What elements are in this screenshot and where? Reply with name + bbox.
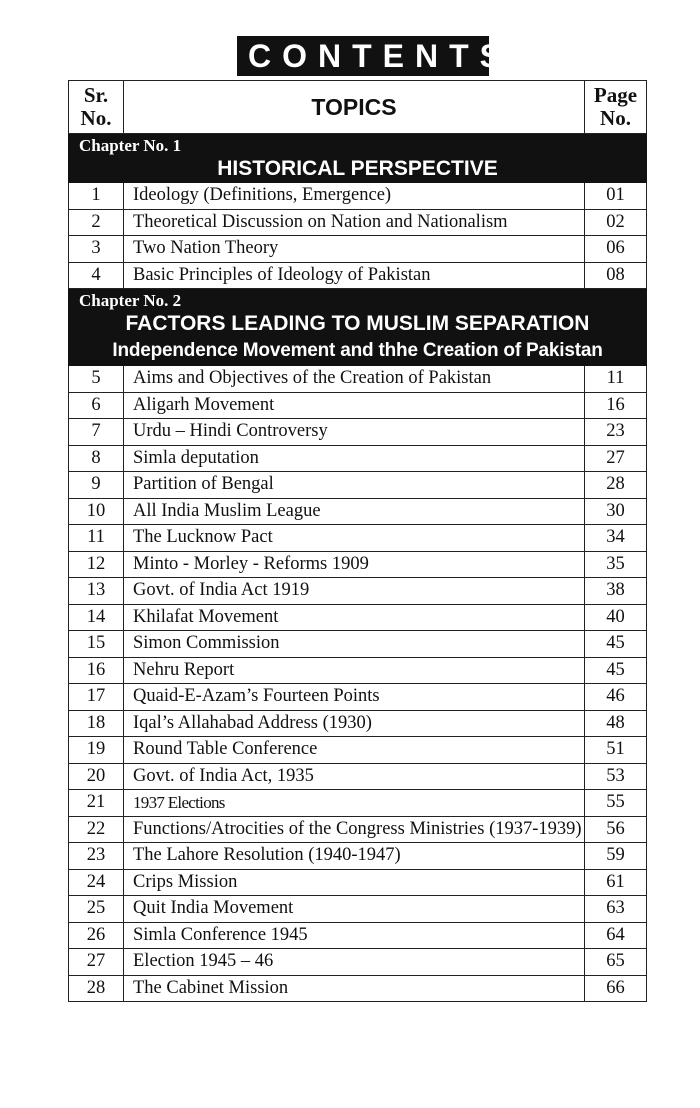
table-row bbox=[69, 604, 647, 631]
chapter-2-label: Chapter No. 2 bbox=[79, 291, 182, 310]
topic-cell: Functions/Atrocities of the Congress Ministries (1937-1939) bbox=[124, 816, 585, 843]
table-row bbox=[69, 366, 647, 393]
page-cell: 56 bbox=[585, 816, 647, 843]
table-row bbox=[69, 183, 647, 210]
page-no-header: Page No. bbox=[585, 81, 647, 134]
sr-cell: 25 bbox=[69, 896, 124, 923]
page-cell: 55 bbox=[585, 790, 647, 817]
sr-cell: 5 bbox=[69, 366, 124, 393]
page-cell: 38 bbox=[585, 578, 647, 605]
sr-cell: 8 bbox=[69, 445, 124, 472]
page-cell: 46 bbox=[585, 684, 647, 711]
page-cell: 27 bbox=[585, 445, 647, 472]
table-row bbox=[69, 525, 647, 552]
table-row bbox=[69, 631, 647, 658]
topic-cell: Basic Principles of Ideology of Pakistan bbox=[124, 262, 585, 289]
table-row bbox=[69, 551, 647, 578]
page-cell: 11 bbox=[585, 366, 647, 393]
chapter-2-banner bbox=[69, 289, 647, 366]
page-cell: 61 bbox=[585, 869, 647, 896]
table-row bbox=[69, 763, 647, 790]
sr-cell: 20 bbox=[69, 763, 124, 790]
sr-cell: 13 bbox=[69, 578, 124, 605]
page-cell: 45 bbox=[585, 631, 647, 658]
page-cell: 30 bbox=[585, 498, 647, 525]
table-row bbox=[69, 445, 647, 472]
sr-cell: 4 bbox=[69, 262, 124, 289]
sr-cell: 18 bbox=[69, 710, 124, 737]
sr-cell: 28 bbox=[69, 975, 124, 1002]
topic-cell: Iqal’s Allahabad Address (1930) bbox=[124, 710, 585, 737]
page-cell: 28 bbox=[585, 472, 647, 499]
topic-cell: Quit India Movement bbox=[124, 896, 585, 923]
table-row bbox=[69, 392, 647, 419]
sr-cell: 3 bbox=[69, 236, 124, 263]
table-row bbox=[69, 578, 647, 605]
sr-cell: 9 bbox=[69, 472, 124, 499]
page-cell: 65 bbox=[585, 949, 647, 976]
sr-cell: 21 bbox=[69, 790, 124, 817]
topic-cell: Simon Commission bbox=[124, 631, 585, 658]
sr-cell: 14 bbox=[69, 604, 124, 631]
topic-cell: Nehru Report bbox=[124, 657, 585, 684]
page-cell: 23 bbox=[585, 419, 647, 446]
topic-cell: Urdu – Hindi Controversy bbox=[124, 419, 585, 446]
chapter-1-label: Chapter No. 1 bbox=[79, 136, 182, 155]
page-cell: 16 bbox=[585, 392, 647, 419]
sr-cell: 7 bbox=[69, 419, 124, 446]
topic-cell: Khilafat Movement bbox=[124, 604, 585, 631]
page-cell: 35 bbox=[585, 551, 647, 578]
sr-cell: 1 bbox=[69, 183, 124, 210]
topic-cell: Aligarh Movement bbox=[124, 392, 585, 419]
topic-cell: Round Table Conference bbox=[124, 737, 585, 764]
topic-cell: Two Nation Theory bbox=[124, 236, 585, 263]
topic-cell: Govt. of India Act 1919 bbox=[124, 578, 585, 605]
page-cell: 66 bbox=[585, 975, 647, 1002]
page-cell: 53 bbox=[585, 763, 647, 790]
sr-cell: 24 bbox=[69, 869, 124, 896]
table-row bbox=[69, 896, 647, 923]
sr-cell: 6 bbox=[69, 392, 124, 419]
topic-cell: The Lahore Resolution (1940-1947) bbox=[124, 843, 585, 870]
sr-cell: 16 bbox=[69, 657, 124, 684]
table-row bbox=[69, 472, 647, 499]
topic-cell: Govt. of India Act, 1935 bbox=[124, 763, 585, 790]
topic-cell: Aims and Objectives of the Creation of Pakistan bbox=[124, 366, 585, 393]
table-row bbox=[69, 209, 647, 236]
chapter-1-banner bbox=[69, 134, 647, 183]
topic-cell: Ideology (Definitions, Emergence) bbox=[124, 183, 585, 210]
sr-cell: 26 bbox=[69, 922, 124, 949]
topic-cell: Crips Mission bbox=[124, 869, 585, 896]
page-cell: 01 bbox=[585, 183, 647, 210]
topic-cell: Partition of Bengal bbox=[124, 472, 585, 499]
table-row bbox=[69, 710, 647, 737]
page-title: CONTENTS bbox=[237, 36, 489, 76]
table-row bbox=[69, 262, 647, 289]
page-cell: 02 bbox=[585, 209, 647, 236]
topics-header: TOPICS bbox=[124, 81, 585, 134]
sr-no-header: Sr. No. bbox=[69, 81, 124, 134]
sr-cell: 17 bbox=[69, 684, 124, 711]
chapter-1-title: HISTORICAL PERSPECTIVE bbox=[217, 157, 498, 180]
table-row bbox=[69, 949, 647, 976]
sr-cell: 2 bbox=[69, 209, 124, 236]
chapter-2-cell bbox=[69, 289, 647, 366]
page-cell: 06 bbox=[585, 236, 647, 263]
sr-cell: 11 bbox=[69, 525, 124, 552]
table-row bbox=[69, 657, 647, 684]
page-cell: 45 bbox=[585, 657, 647, 684]
page-cell: 63 bbox=[585, 896, 647, 923]
table-row bbox=[69, 975, 647, 1002]
table-row bbox=[69, 737, 647, 764]
table-header-row bbox=[69, 81, 647, 134]
table-row bbox=[69, 922, 647, 949]
page-cell: 51 bbox=[585, 737, 647, 764]
page-cell: 64 bbox=[585, 922, 647, 949]
topic-cell: Quaid-E-Azam’s Fourteen Points bbox=[124, 684, 585, 711]
sr-cell: 10 bbox=[69, 498, 124, 525]
table-row bbox=[69, 684, 647, 711]
page-cell: 08 bbox=[585, 262, 647, 289]
sr-cell: 19 bbox=[69, 737, 124, 764]
topic-cell: Theoretical Discussion on Nation and Nationalism bbox=[124, 209, 585, 236]
sr-cell: 22 bbox=[69, 816, 124, 843]
topic-cell: Election 1945 – 46 bbox=[124, 949, 585, 976]
topic-cell: The Cabinet Mission bbox=[124, 975, 585, 1002]
topic-cell: 1937 Elections bbox=[124, 790, 585, 817]
topic-cell: Simla deputation bbox=[124, 445, 585, 472]
topic-cell: All India Muslim League bbox=[124, 498, 585, 525]
sr-cell: 12 bbox=[69, 551, 124, 578]
sr-cell: 27 bbox=[69, 949, 124, 976]
chapter-2-title: FACTORS LEADING TO MUSLIM SEPARATION bbox=[125, 312, 590, 335]
table-row bbox=[69, 816, 647, 843]
table-row bbox=[69, 236, 647, 263]
sr-cell: 23 bbox=[69, 843, 124, 870]
table-row bbox=[69, 790, 647, 817]
topic-cell: Minto - Morley - Reforms 1909 bbox=[124, 551, 585, 578]
table-row bbox=[69, 498, 647, 525]
contents-table bbox=[68, 80, 647, 1002]
topic-cell: The Lucknow Pact bbox=[124, 525, 585, 552]
page-cell: 34 bbox=[585, 525, 647, 552]
table-row bbox=[69, 843, 647, 870]
page-cell: 48 bbox=[585, 710, 647, 737]
chapter-1-cell bbox=[69, 134, 647, 183]
sr-cell: 15 bbox=[69, 631, 124, 658]
page-cell: 40 bbox=[585, 604, 647, 631]
chapter-2-subtitle: Independence Movement and thhe Creation of Pakistan bbox=[112, 340, 603, 361]
page-cell: 59 bbox=[585, 843, 647, 870]
topic-cell: Simla Conference 1945 bbox=[124, 922, 585, 949]
table-row bbox=[69, 869, 647, 896]
table-row bbox=[69, 419, 647, 446]
